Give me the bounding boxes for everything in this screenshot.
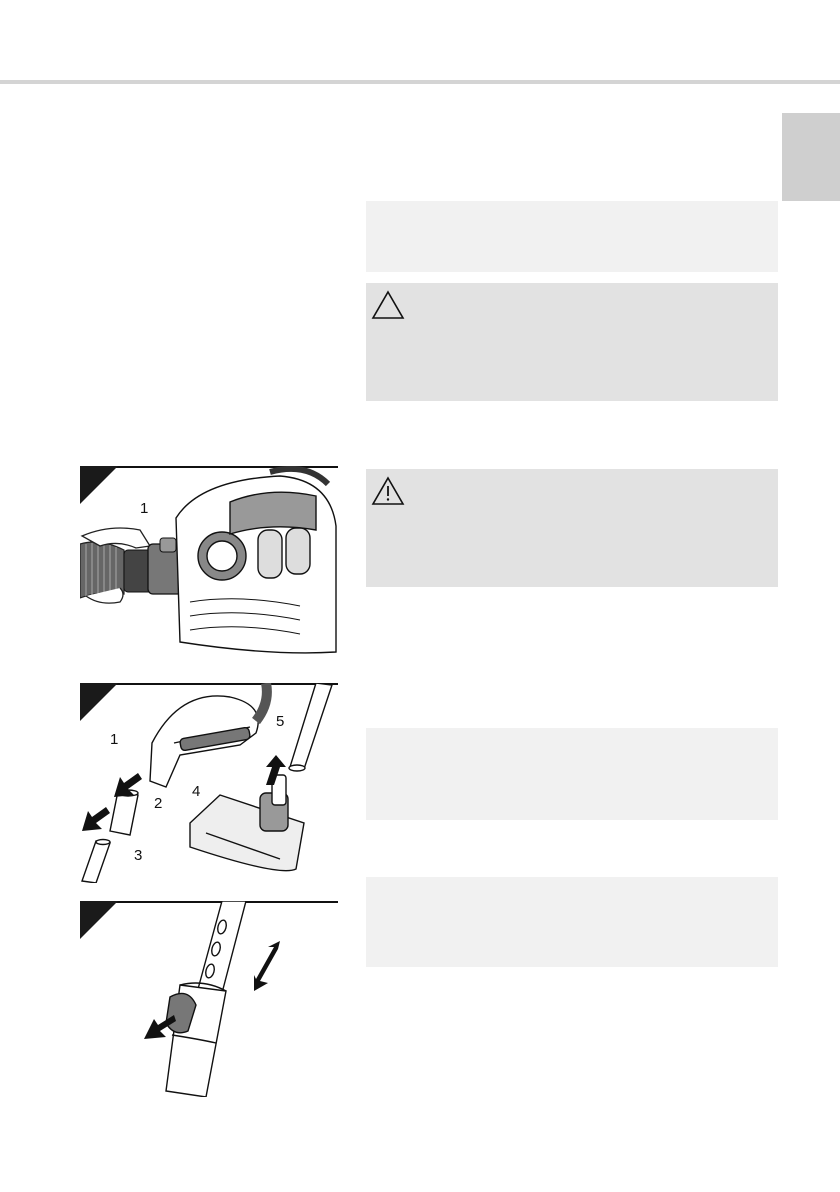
warning-exclamation-icon xyxy=(370,475,406,507)
callout-2: 2 xyxy=(154,795,163,812)
note-box-2 xyxy=(366,728,778,820)
vacuum-hose-illustration xyxy=(80,466,338,658)
callout-5: 5 xyxy=(276,713,285,730)
caution-box xyxy=(366,283,778,401)
callout-3: 3 xyxy=(134,847,143,864)
callout-1: 1 xyxy=(140,500,149,517)
figure-hose-connect xyxy=(80,466,338,658)
accessories-illustration xyxy=(80,683,338,883)
telescopic-tube-illustration xyxy=(80,901,338,1097)
warning-box xyxy=(366,469,778,587)
note-box-1 xyxy=(366,201,778,272)
callout-1: 1 xyxy=(110,731,119,748)
header-rule xyxy=(0,80,840,84)
figure-accessories xyxy=(80,683,338,883)
figure-telescopic-tube xyxy=(80,901,338,1097)
note-box-3 xyxy=(366,877,778,967)
caution-triangle-icon xyxy=(370,289,406,321)
chapter-side-tab xyxy=(782,113,840,201)
callout-4: 4 xyxy=(192,783,201,800)
